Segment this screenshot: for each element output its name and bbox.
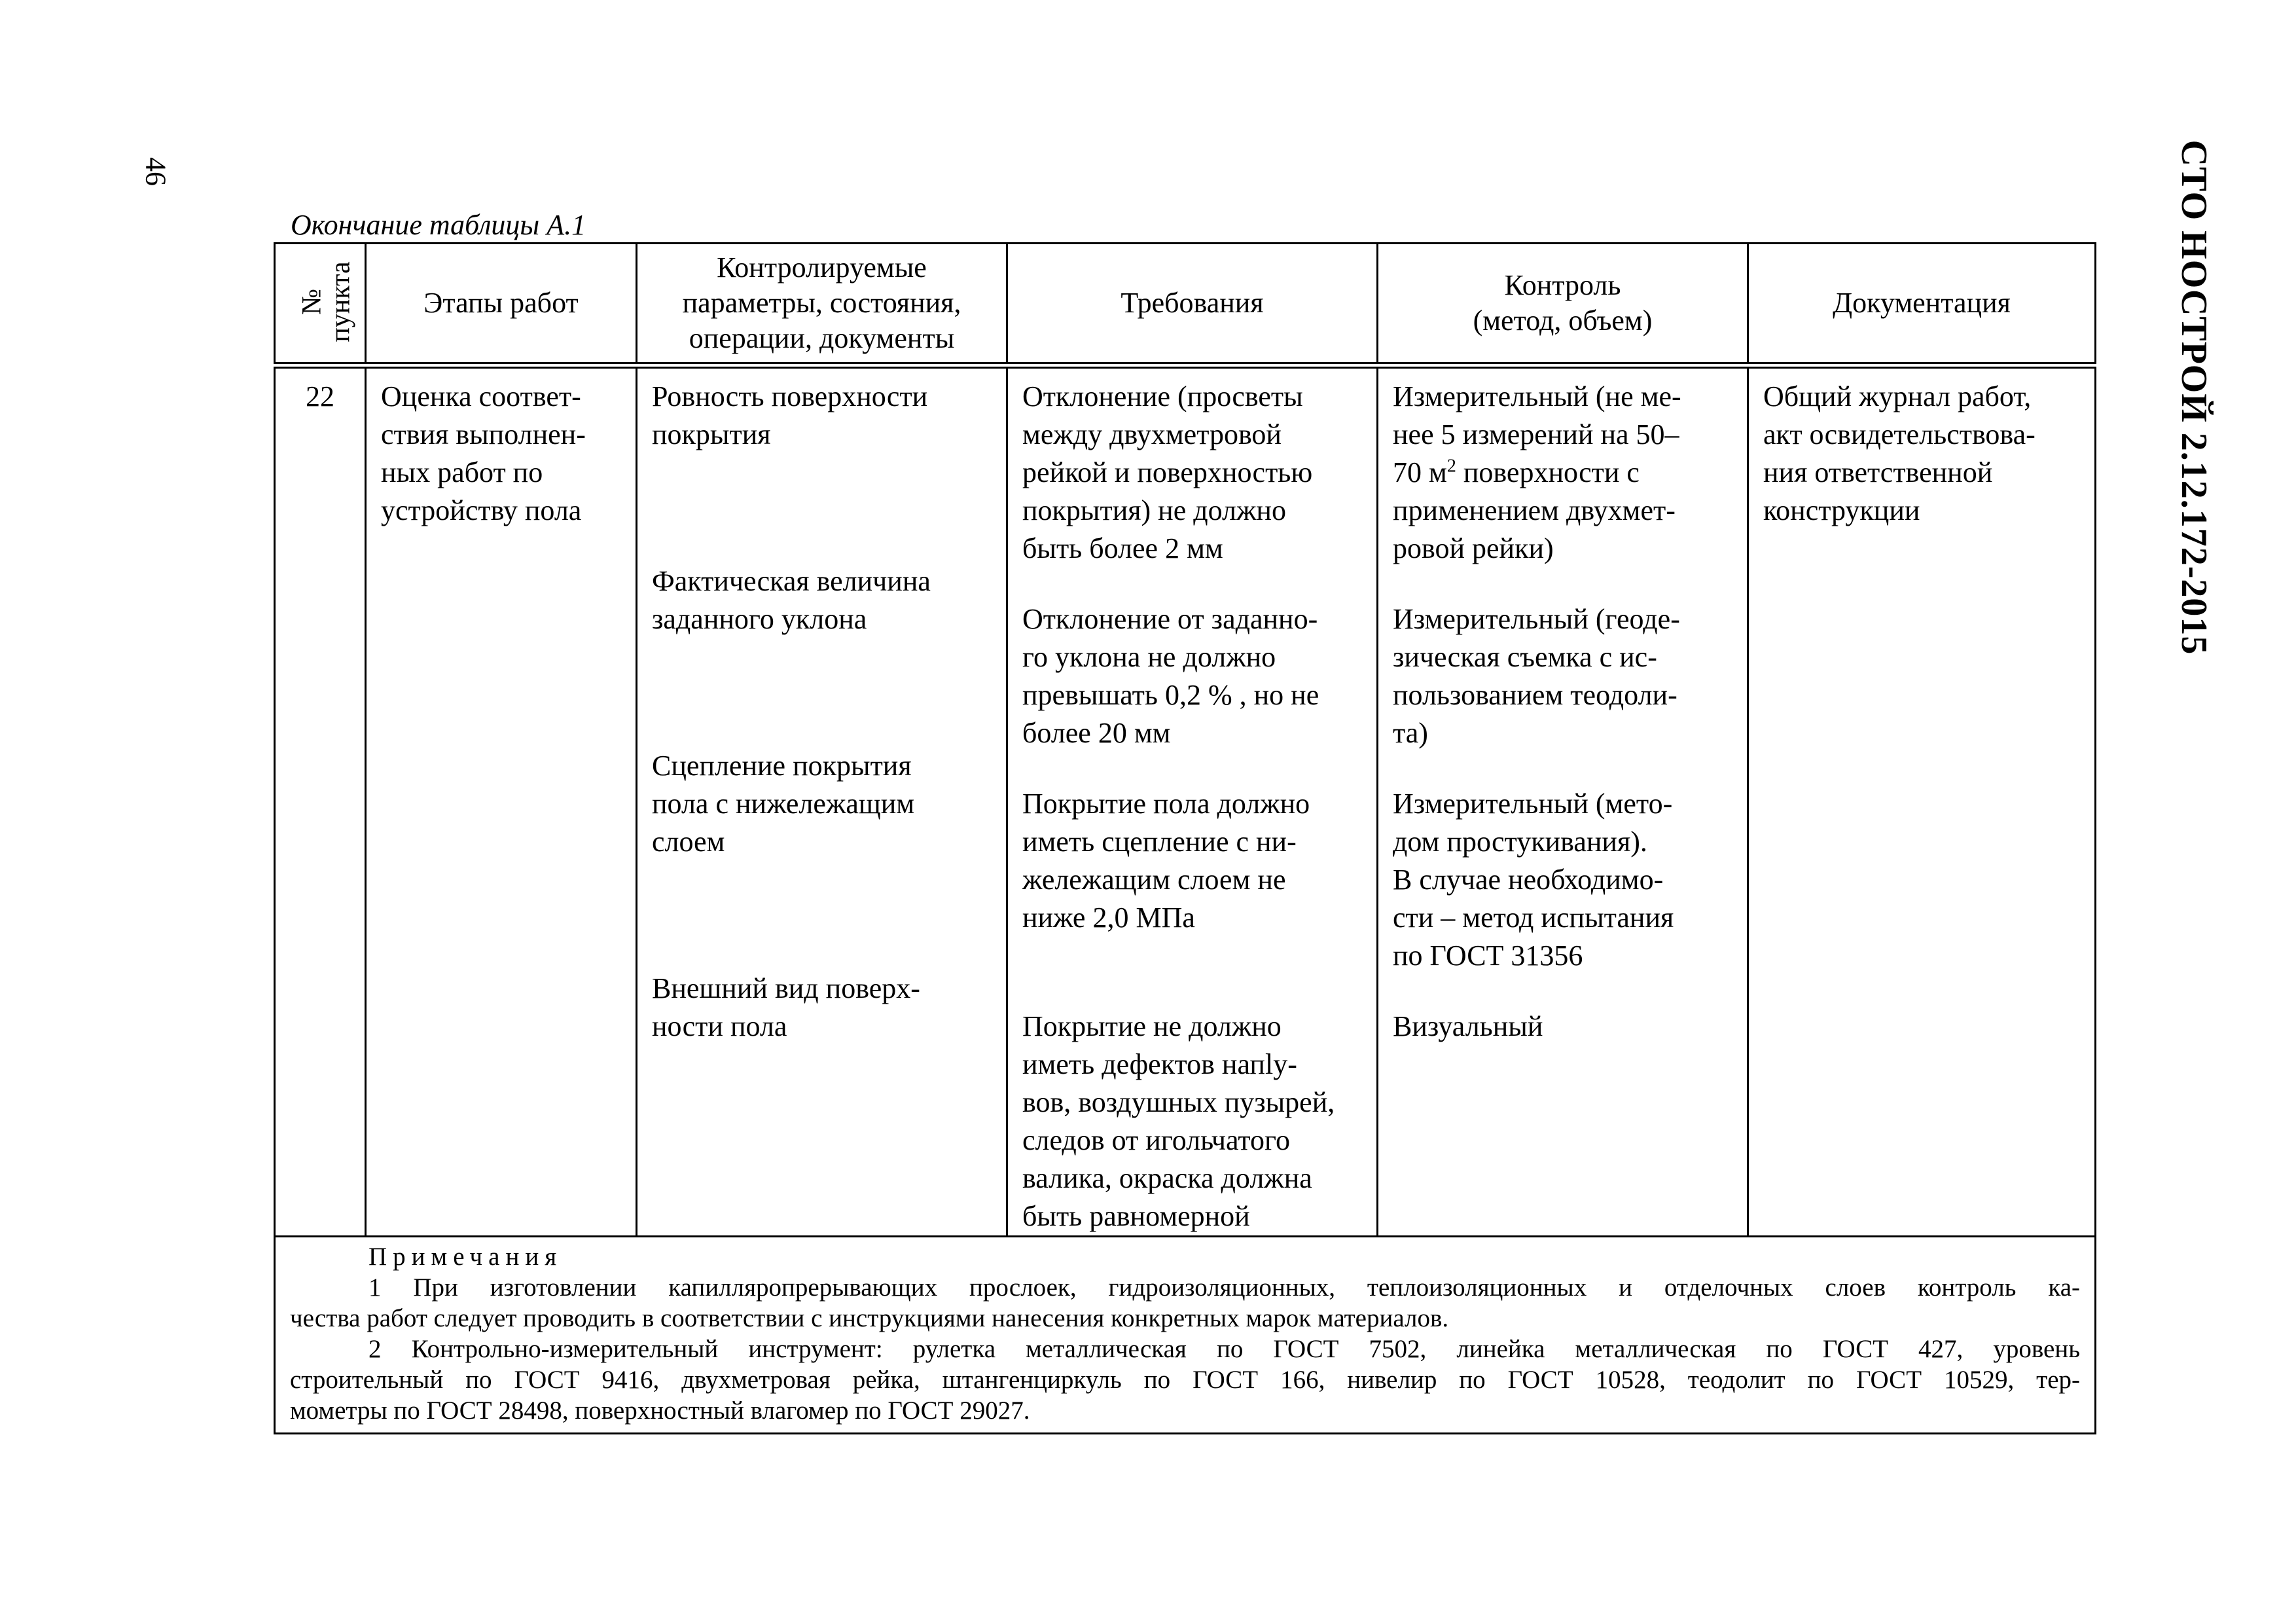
requirement-block xyxy=(1022,785,1362,975)
param-block xyxy=(652,562,992,714)
cell-text-line: иметь дефектов напly- xyxy=(1022,1048,1297,1080)
requirement-block xyxy=(1022,378,1362,568)
header-num-word: пункта xyxy=(325,261,356,342)
header-params xyxy=(637,244,1007,366)
cell-text-line: превышать 0,2 % , но не xyxy=(1022,679,1319,711)
cell-text-line: Оценка соответ- xyxy=(381,380,581,412)
cell-text-line: вов, воздушных пузырей, xyxy=(1022,1086,1335,1118)
cell-text-line: Ровность поверхности xyxy=(652,380,928,412)
cell-text-line: пользованием теодоли- xyxy=(1393,679,1677,711)
control-block xyxy=(1393,378,1732,568)
cell-text-line: применением двухмет- xyxy=(1393,494,1676,526)
cell-stage xyxy=(366,365,637,1237)
control-table xyxy=(274,242,2096,1434)
cell-text-line: Визуальный xyxy=(1393,1010,1543,1042)
header-params-line: Контролируемые xyxy=(717,251,927,283)
cell-text-line: заданного уклона xyxy=(652,603,867,635)
table-caption: Окончание таблицы А.1 xyxy=(291,209,586,241)
header-item-number xyxy=(275,244,366,366)
cell-text-line: пола с нижележащим xyxy=(652,788,915,820)
area-value: 70 м xyxy=(1393,456,1447,488)
cell-text-line: Измерительный (мето- xyxy=(1393,788,1673,820)
cell-text-line: дом простукивания). xyxy=(1393,826,1647,858)
cell-text-line: ности пола xyxy=(652,1010,787,1042)
header-control xyxy=(1378,244,1748,366)
header-params-line: операции, документы xyxy=(689,322,955,354)
cell-text-line: В случае необходимо- xyxy=(1393,864,1664,896)
cell-text-line: следов от игольчатого xyxy=(1022,1124,1290,1156)
control-block xyxy=(1393,600,1732,752)
cell-text-line: конструкции xyxy=(1763,494,1920,526)
notes-cell xyxy=(275,1237,2096,1434)
header-params-line: параметры, состояния, xyxy=(682,287,961,319)
cell-text-line: акт освидетельствова- xyxy=(1763,418,2036,450)
cell-item-number: 22 xyxy=(275,365,366,1237)
page-number: 46 xyxy=(139,157,172,186)
cell-requirements xyxy=(1007,365,1378,1237)
cell-text-line: ния ответственной xyxy=(1763,456,1993,488)
control-block xyxy=(1393,1008,1732,1046)
note-line: 1 При изготовлении капилляропрерывающих прослоек, гидроизоляционных, теплоизоляционных и отделочных слоев контроль ка- xyxy=(368,1273,2080,1302)
cell-text-line: устройству пола xyxy=(381,494,582,526)
note-line: мометры по ГОСТ 28498, поверхностный влагомер по ГОСТ 29027. xyxy=(290,1396,1030,1425)
square-exponent: 2 xyxy=(1446,456,1456,477)
requirement-block xyxy=(1022,1008,1362,1235)
param-block xyxy=(652,747,992,937)
cell-text-line: ниже 2,0 МПа xyxy=(1022,902,1195,934)
cell-text-line: та) xyxy=(1393,717,1428,749)
header-control-line: (метод, объем) xyxy=(1473,304,1653,337)
notes-title: Примечания xyxy=(368,1243,563,1271)
cell-text-line: ровой рейки) xyxy=(1393,532,1554,564)
cell-text-line: покрытия xyxy=(652,418,771,450)
cell-text-line: иметь сцепление с ни- xyxy=(1022,826,1297,858)
cell-text-line: нее 5 измерений на 50– xyxy=(1393,418,1679,450)
table-header-row xyxy=(275,244,2096,366)
header-stages: Этапы работ xyxy=(366,244,637,366)
note-line: 2 Контрольно-измерительный инструмент: рулетка металлическая по ГОСТ 7502, линейка металлическая по ГОСТ 427, уровень xyxy=(368,1335,2080,1363)
cell-text-line: Внешний вид поверх- xyxy=(652,972,920,1004)
cell-text-line: Измерительный (не ме- xyxy=(1393,380,1681,412)
note-line: строительный по ГОСТ 9416, двухметровая рейка, штангенциркуль по ГОСТ 166, нивелир по ГОСТ 10528, теодолит по ГОСТ 10529, тер- xyxy=(290,1366,2080,1394)
header-requirements: Требования xyxy=(1007,244,1378,366)
param-block xyxy=(652,378,992,530)
cell-text-line: Отклонение от заданно- xyxy=(1022,603,1318,635)
cell-text-line: более 20 мм xyxy=(1022,717,1171,749)
cell-text-line: рейкой и поверхностью xyxy=(1022,456,1313,488)
cell-text-line: между двухметровой xyxy=(1022,418,1282,450)
cell-text-line: быть более 2 мм xyxy=(1022,532,1223,564)
header-num-symbol: № xyxy=(296,288,327,316)
cell-documentation xyxy=(1748,365,2096,1237)
cell-text-line: ствия выполнен- xyxy=(381,418,586,450)
cell-text-line: сти – метод испытания xyxy=(1393,902,1674,934)
cell-control xyxy=(1378,365,1748,1237)
cell-text-line: жележащим слоем не xyxy=(1022,864,1286,896)
cell-text-line: го уклона не должно xyxy=(1022,641,1276,673)
document-code-header: СТО НОСТРОЙ 2.12.172-2015 xyxy=(2174,139,2214,655)
cell-text-line: Общий журнал работ, xyxy=(1763,380,2032,412)
cell-text-line: Покрытие не должно xyxy=(1022,1010,1282,1042)
cell-text-line: зическая съемка с ис- xyxy=(1393,641,1657,673)
cell-text-line: быть равномерной xyxy=(1022,1200,1250,1232)
param-block xyxy=(652,970,992,1046)
cell-text-line: по ГОСТ 31356 xyxy=(1393,939,1583,972)
cell-text-line: покрытия) не должно xyxy=(1022,494,1286,526)
cell-params xyxy=(637,365,1007,1237)
note-line: чества работ следует проводить в соответствии с инструкциями нанесения конкретных марок материалов. xyxy=(290,1304,1449,1332)
area-tail: поверхности с xyxy=(1456,456,1640,488)
cell-text-line: Покрытие пола должно xyxy=(1022,788,1310,820)
cell-text-line: Измерительный (геоде- xyxy=(1393,603,1680,635)
cell-text-line: валика, окраска должна xyxy=(1022,1162,1312,1194)
cell-text-line: Фактическая величина xyxy=(652,565,931,597)
cell-text-line: Отклонение (просветы xyxy=(1022,380,1303,412)
cell-text-line: Сцепление покрытия xyxy=(652,750,912,782)
cell-text-line xyxy=(1393,454,1732,492)
table-row xyxy=(275,365,2096,1237)
cell-text-line: ных работ по xyxy=(381,456,543,488)
cell-text-line: слоем xyxy=(652,826,725,858)
header-control-line: Контроль xyxy=(1504,269,1621,301)
control-block xyxy=(1393,785,1732,975)
header-documentation: Документация xyxy=(1748,244,2096,366)
requirement-block xyxy=(1022,600,1362,752)
notes-row xyxy=(275,1237,2096,1434)
